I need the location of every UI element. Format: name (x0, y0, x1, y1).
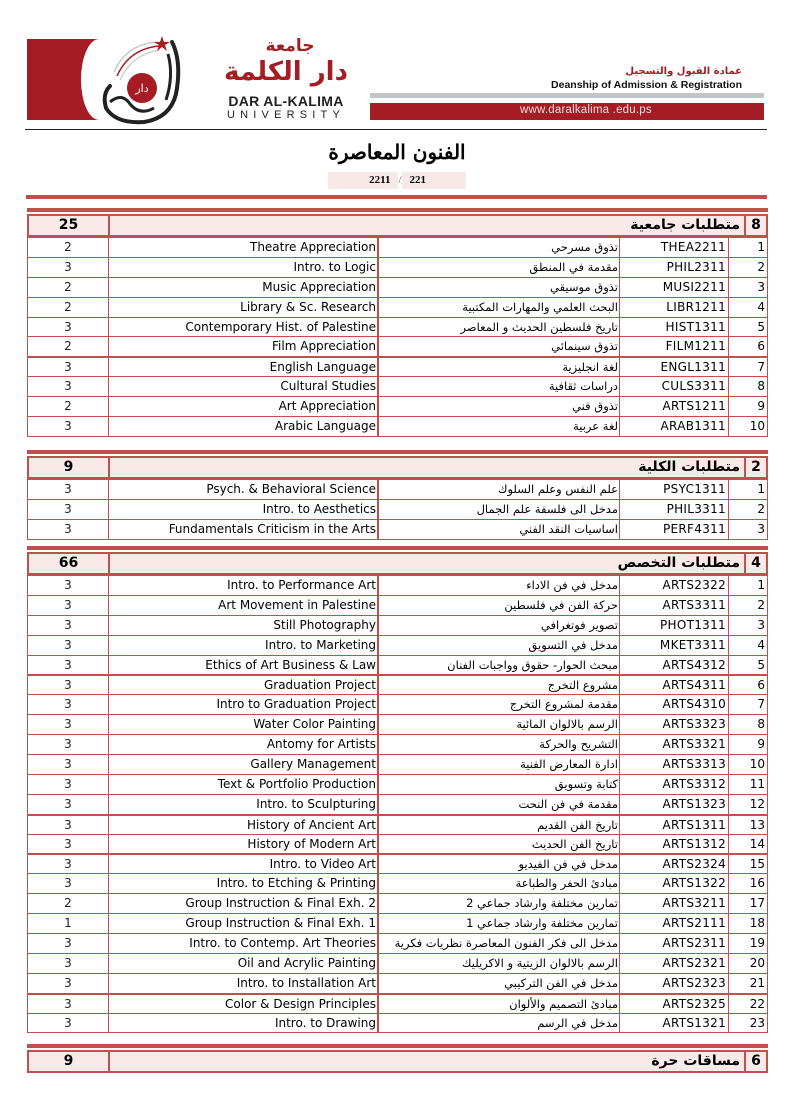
university-name-ar-line1: جامعة (265, 36, 315, 56)
course-name-en: Intro. to Etching & Printing (109, 874, 379, 893)
course-code: ARTS2324 (620, 855, 729, 873)
course-row (28, 655, 767, 675)
section-top-rule (27, 208, 768, 212)
course-code: ARTS1322 (620, 874, 729, 893)
section-header (27, 1050, 768, 1073)
course-index: 2 (757, 501, 765, 516)
course-index: 9 (757, 737, 765, 752)
course-credits: 3 (28, 735, 109, 754)
course-name-en: Water Color Painting (109, 715, 379, 734)
course-name-en: Library & Sc. Research (109, 298, 379, 317)
course-index: 6 (757, 339, 765, 354)
course-code: ARTS3313 (620, 755, 729, 774)
course-credits: 3 (28, 816, 109, 834)
course-name-en: Intro. to Marketing (109, 636, 379, 655)
course-index: 17 (749, 896, 765, 911)
course-name-ar: مشروع التخرج (379, 676, 620, 694)
course-name-en: Color & Design Principles (109, 995, 379, 1013)
course-row (28, 615, 767, 635)
section-top-rule (27, 450, 768, 454)
course-name-ar: مدخل في الفن التركيبي (379, 974, 620, 993)
course-name-ar: تذوق مسرحي (379, 238, 620, 257)
course-name-ar: تمارين مختلفة وارشاد جماعي 1 (379, 914, 620, 933)
course-code: ARTS4311 (620, 676, 729, 694)
course-name-ar: اساسيات النقد الفني (379, 520, 620, 539)
course-credits: 3 (28, 596, 109, 615)
section-total-credits: 25 (29, 216, 110, 235)
course-name-en: History of Modern Art (109, 835, 379, 854)
course-name-ar: تذوق سينمائي (379, 337, 620, 356)
university-name-en: DAR AL-KALIMA (228, 93, 344, 109)
website-link[interactable]: www.daralkalima .edu.ps (520, 104, 652, 116)
course-row (28, 873, 767, 893)
course-credits: 3 (28, 358, 109, 376)
course-name-en: Art Movement in Palestine (109, 596, 379, 615)
course-list (27, 575, 768, 1033)
course-credits: 2 (28, 894, 109, 913)
section-table (27, 208, 768, 437)
section-top-rule (27, 1044, 768, 1048)
course-name-ar: تذوق فني (379, 397, 620, 416)
course-index: 6 (757, 678, 765, 693)
course-name-en: Group Instruction & Final Exh. 2 (109, 894, 379, 913)
course-index: 15 (749, 857, 765, 872)
course-credits: 3 (28, 616, 109, 635)
course-row (28, 993, 767, 1013)
course-name-ar: ادارة المعارض الفنية (379, 755, 620, 774)
course-name-en: Group Instruction & Final Exh. 1 (109, 914, 379, 933)
course-index: 7 (757, 360, 765, 375)
course-index: 20 (749, 955, 765, 970)
course-index: 3 (757, 279, 765, 294)
course-name-en: Still Photography (109, 616, 379, 635)
course-credits: 3 (28, 835, 109, 854)
course-credits: 3 (28, 755, 109, 774)
course-row (28, 853, 767, 873)
course-row (28, 973, 767, 993)
course-code: PHIL3311 (620, 500, 729, 519)
course-credits: 3 (28, 855, 109, 873)
course-credits: 3 (28, 676, 109, 694)
course-code: ARTS1211 (620, 397, 729, 416)
course-index: 10 (749, 419, 765, 434)
course-row (28, 933, 767, 953)
section-number: 8 (744, 216, 766, 235)
course-name-en: Gallery Management (109, 755, 379, 774)
section-total-credits: 9 (29, 1052, 110, 1071)
course-row (28, 376, 767, 396)
course-row (28, 913, 767, 933)
header-grey-strip-stub (370, 93, 400, 98)
header-divider (25, 129, 767, 130)
course-name-ar: مبادئ الحفر والطباعة (379, 874, 620, 893)
course-name-en: Cultural Studies (109, 377, 379, 396)
course-code: ARTS2111 (620, 914, 729, 933)
course-row (28, 277, 767, 297)
course-name-en: Theatre Appreciation (109, 238, 379, 257)
course-row (28, 519, 767, 539)
course-name-ar: البحث العلمي والمهارات المكتبية (379, 298, 620, 317)
course-code: ARTS3323 (620, 715, 729, 734)
course-row (28, 297, 767, 317)
course-index: 19 (749, 936, 765, 951)
course-index: 2 (757, 259, 765, 274)
section-title: متطلبات التخصص (617, 555, 740, 571)
plan-code-right: 221 (402, 172, 466, 189)
course-row (28, 953, 767, 973)
section-header (27, 552, 768, 575)
course-name-ar: مدخل الى فلسفة علم الجمال (379, 500, 620, 519)
course-row (28, 336, 767, 356)
course-name-en: Text & Portfolio Production (109, 775, 379, 794)
course-code: ARTS2325 (620, 995, 729, 1013)
course-row (28, 479, 767, 499)
course-row (28, 635, 767, 655)
course-row (28, 356, 767, 376)
course-index: 16 (749, 876, 765, 891)
course-name-ar: مدخل في الرسم (379, 1014, 620, 1033)
course-code: PSYC1311 (620, 480, 729, 499)
course-name-ar: لغة عربية (379, 417, 620, 436)
course-name-ar: مقدمة في المنطق (379, 258, 620, 277)
course-index: 14 (749, 836, 765, 851)
course-name-en: Fundamentals Criticism in the Arts (109, 520, 379, 539)
course-row (28, 674, 767, 694)
course-row (28, 814, 767, 834)
course-name-en: Intro. to Aesthetics (109, 500, 379, 519)
course-code: ENGL1311 (620, 358, 729, 376)
course-name-en: Intro. to Drawing (109, 1014, 379, 1033)
course-code: ARTS4312 (620, 656, 729, 675)
course-credits: 2 (28, 298, 109, 317)
course-code: ARTS3321 (620, 735, 729, 754)
course-index: 21 (749, 975, 765, 990)
course-name-ar: تاريخ فلسطين الحديث و المعاصر (379, 318, 620, 337)
section-number: 6 (744, 1052, 766, 1071)
course-credits: 3 (28, 480, 109, 499)
course-row (28, 694, 767, 714)
course-credits: 3 (28, 417, 109, 436)
section-number: 2 (744, 458, 766, 477)
course-code: ARTS4310 (620, 695, 729, 714)
header-grey-strip (400, 93, 764, 98)
course-name-ar: كتابة وتسويق (379, 775, 620, 794)
course-code: ARTS3312 (620, 775, 729, 794)
course-name-ar: تصوير فوتغرافي (379, 616, 620, 635)
course-row (28, 416, 767, 436)
course-name-ar: حركة الفن في فلسطين (379, 596, 620, 615)
course-name-en: English Language (109, 358, 379, 376)
course-credits: 3 (28, 715, 109, 734)
section-total-credits: 66 (29, 554, 110, 573)
course-name-en: Arabic Language (109, 417, 379, 436)
course-code: PHIL2311 (620, 258, 729, 277)
course-code: ARTS2322 (620, 576, 729, 595)
course-name-ar: مدخل في التسويق (379, 636, 620, 655)
course-row (28, 396, 767, 416)
course-row (28, 257, 767, 277)
section-total-credits: 9 (29, 458, 110, 477)
course-index: 5 (757, 319, 765, 334)
course-credits: 3 (28, 974, 109, 993)
course-code: ARTS3311 (620, 596, 729, 615)
course-name-ar: تاريخ الفن الحديث (379, 835, 620, 854)
course-credits: 3 (28, 636, 109, 655)
course-name-ar: مبادئ التصميم والألوان (379, 995, 620, 1013)
course-credits: 3 (28, 576, 109, 595)
course-code: CULS3311 (620, 377, 729, 396)
page-title: الفنون المعاصرة (328, 140, 466, 164)
course-name-en: Intro. to Sculpturing (109, 795, 379, 814)
course-row (28, 1013, 767, 1033)
course-credits: 3 (28, 874, 109, 893)
svg-text:دار: دار (135, 82, 149, 95)
plan-code-separator: / (398, 174, 402, 186)
course-credits: 1 (28, 914, 109, 933)
course-name-en: Intro. to Performance Art (109, 576, 379, 595)
course-index: 5 (757, 657, 765, 672)
section-title: مساقات حرة (651, 1053, 740, 1069)
course-name-en: Psych. & Behavioral Science (109, 480, 379, 499)
course-credits: 3 (28, 377, 109, 396)
course-index: 13 (749, 817, 765, 832)
course-name-ar: الرسم بالالوان الزيتية و الاكريليك (379, 954, 620, 973)
course-name-en: Music Appreciation (109, 278, 379, 297)
course-credits: 3 (28, 954, 109, 973)
course-name-en: Film Appreciation (109, 337, 379, 356)
course-name-en: Intro. to Contemp. Art Theories (109, 934, 379, 953)
course-index: 3 (757, 617, 765, 632)
course-name-ar: الرسم بالالوان المائية (379, 715, 620, 734)
course-code: ARTS1312 (620, 835, 729, 854)
course-name-en: Intro. to Logic (109, 258, 379, 277)
course-row (28, 834, 767, 854)
course-index: 3 (757, 521, 765, 536)
course-credits: 2 (28, 397, 109, 416)
course-name-ar: مدخل الى فكر الفنون المعاصرة نظريات فكرية (379, 934, 620, 953)
plan-code-left: 2211 (328, 172, 398, 189)
course-row (28, 714, 767, 734)
course-index: 22 (749, 996, 765, 1011)
course-code: ARTS2311 (620, 934, 729, 953)
course-name-ar: علم النفس وعلم السلوك (379, 480, 620, 499)
section-top-rule (27, 546, 768, 550)
course-code: HIST1311 (620, 318, 729, 337)
course-code: MUSI2211 (620, 278, 729, 297)
section-table (27, 450, 768, 540)
course-code: ARTS3211 (620, 894, 729, 913)
course-code: ARTS2321 (620, 954, 729, 973)
course-code: PHOT1311 (620, 616, 729, 635)
course-code: LIBR1211 (620, 298, 729, 317)
course-credits: 2 (28, 278, 109, 297)
course-name-ar: تاريخ الفن القديم (379, 816, 620, 834)
course-name-en: Ethics of Art Business & Law (109, 656, 379, 675)
course-code: PERF4311 (620, 520, 729, 539)
course-row (28, 499, 767, 519)
course-code: ARTS1323 (620, 795, 729, 814)
course-name-en: Intro. to Installation Art (109, 974, 379, 993)
course-name-en: Oil and Acrylic Painting (109, 954, 379, 973)
course-name-ar: تذوق موسيقي (379, 278, 620, 297)
course-code: MKET3311 (620, 636, 729, 655)
course-index: 10 (749, 757, 765, 772)
course-name-ar: مقدمة لمشروع التخرج (379, 695, 620, 714)
course-index: 18 (749, 916, 765, 931)
course-code: ARTS1321 (620, 1014, 729, 1033)
course-index: 8 (757, 717, 765, 732)
course-credits: 3 (28, 695, 109, 714)
course-index: 4 (757, 299, 765, 314)
course-code: ARAB1311 (620, 417, 729, 436)
course-row (28, 575, 767, 595)
course-name-en: Art Appreciation (109, 397, 379, 416)
course-code: ARTS2323 (620, 974, 729, 993)
course-index: 23 (749, 1015, 765, 1030)
course-code: ARTS1311 (620, 816, 729, 834)
course-row (28, 237, 767, 257)
course-index: 8 (757, 379, 765, 394)
course-row (28, 754, 767, 774)
course-credits: 3 (28, 318, 109, 337)
section-title: متطلبات جامعية (630, 217, 740, 233)
course-credits: 3 (28, 520, 109, 539)
course-index: 7 (757, 697, 765, 712)
course-row (28, 734, 767, 754)
course-index: 9 (757, 399, 765, 414)
course-credits: 3 (28, 934, 109, 953)
course-name-en: Antomy for Artists (109, 735, 379, 754)
course-index: 4 (757, 637, 765, 652)
section-header (27, 456, 768, 479)
course-name-ar: مدخل في فن الاداء (379, 576, 620, 595)
university-name-en-sub: UNIVERSITY (226, 109, 345, 121)
course-credits: 3 (28, 500, 109, 519)
study-plan-code (327, 172, 467, 189)
course-row (28, 317, 767, 337)
deanship-name-en: Deanship of Admission & Registration (551, 79, 742, 91)
header-red-block (27, 39, 99, 120)
course-index: 1 (757, 240, 765, 254)
website-bar (370, 103, 764, 120)
course-name-ar: دراسات ثقافية (379, 377, 620, 396)
course-credits: 2 (28, 337, 109, 356)
course-name-ar: لغة انجليزية (379, 358, 620, 376)
course-index: 11 (749, 776, 765, 791)
course-name-ar: التشريح والحركة (379, 735, 620, 754)
university-logo-icon (96, 32, 192, 128)
deanship-name-ar: عمادة القبول والتسجيل (625, 66, 742, 77)
course-list (27, 237, 768, 437)
course-index: 1 (757, 578, 765, 592)
course-name-en: Graduation Project (109, 676, 379, 694)
course-index: 12 (749, 796, 765, 811)
course-name-en: Intro. to Video Art (109, 855, 379, 873)
section-number: 4 (744, 554, 766, 573)
course-name-en: Intro to Graduation Project (109, 695, 379, 714)
section-header (27, 214, 768, 237)
course-credits: 3 (28, 656, 109, 675)
course-code: THEA2211 (620, 238, 729, 257)
course-credits: 3 (28, 1014, 109, 1033)
course-credits: 3 (28, 995, 109, 1013)
course-index: 1 (757, 482, 765, 496)
course-index: 2 (757, 597, 765, 612)
section-table (27, 1044, 768, 1073)
section-title: متطلبات الكلية (638, 459, 740, 475)
course-credits: 3 (28, 775, 109, 794)
course-row (28, 893, 767, 913)
course-row (28, 595, 767, 615)
course-credits: 2 (28, 238, 109, 257)
course-row (28, 774, 767, 794)
course-name-ar: تمارين مختلفة وارشاد جماعي 2 (379, 894, 620, 913)
course-credits: 3 (28, 258, 109, 277)
title-divider (26, 195, 767, 199)
course-name-en: Contemporary Hist. of Palestine (109, 318, 379, 337)
course-credits: 3 (28, 795, 109, 814)
course-list (27, 479, 768, 540)
course-name-ar: مقدمة في فن النحت (379, 795, 620, 814)
course-name-ar: مدخل في فن الفيديو (379, 855, 620, 873)
course-row (28, 794, 767, 814)
university-name-ar-line2: دار الكلمة (224, 57, 348, 87)
course-code: FILM1211 (620, 337, 729, 356)
course-name-ar: مبحث الحوار- حقوق وواجبات الفنان (379, 656, 620, 675)
section-table (27, 546, 768, 1033)
course-name-en: History of Ancient Art (109, 816, 379, 834)
